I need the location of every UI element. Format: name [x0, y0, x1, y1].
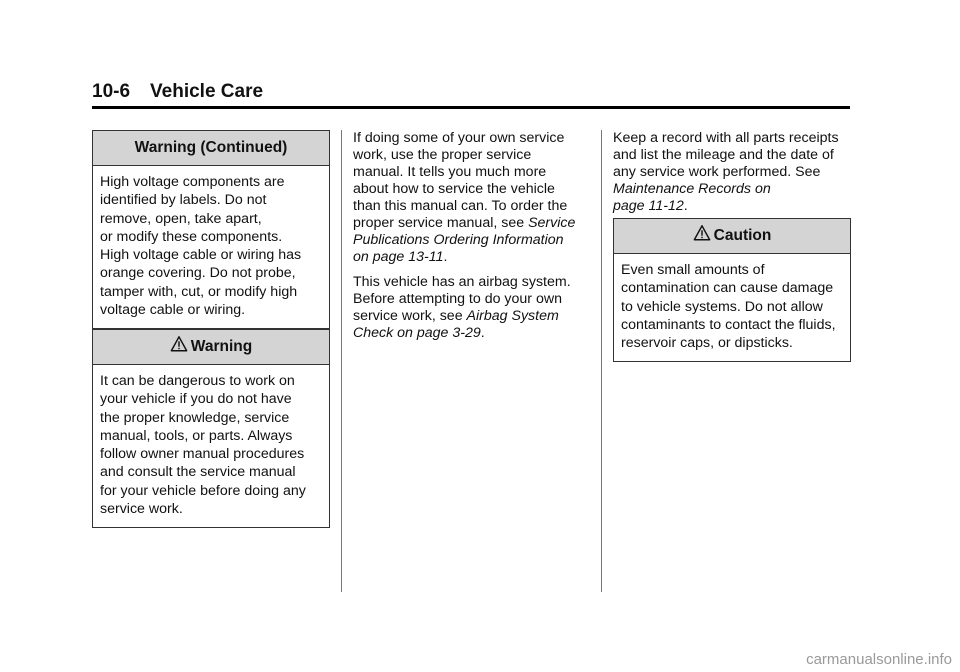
airbag-system-check-link[interactable]: Check on page 3-29: [353, 325, 481, 341]
warning-line: service work.: [100, 501, 183, 518]
column-divider-right: [601, 130, 602, 592]
service-publications-link[interactable]: Publications Ordering Information: [353, 232, 564, 248]
paragraph-line: Before attempting to do your own: [353, 291, 562, 307]
maintenance-records-link[interactable]: page 11-12: [613, 198, 684, 214]
period: .: [480, 325, 485, 341]
service-publications-link[interactable]: Service: [528, 215, 576, 231]
paragraph-line: This vehicle has an airbag system.: [353, 274, 571, 290]
section-title: Vehicle Care: [150, 81, 264, 102]
paragraph-line: If doing some of your own service: [353, 130, 565, 146]
maintenance-records-link[interactable]: Maintenance Records on: [613, 181, 771, 197]
caution-title-bar: [614, 219, 850, 254]
warning-line: It can be dangerous to work on: [100, 373, 295, 389]
records-paragraph: [613, 130, 858, 215]
warning-continued-line: orange covering. Do not probe,: [100, 265, 296, 282]
warning-body: [93, 365, 329, 527]
warning-continued-line: identified by labels. Do not: [100, 192, 267, 209]
caution-title: Caution: [713, 227, 772, 244]
warning-line: and consult the service manual: [100, 464, 296, 481]
warning-title-bar: [93, 330, 329, 365]
paragraph-line: and list the mileage and the date of: [613, 147, 834, 163]
warning-continued-line: remove, open, take apart,: [100, 210, 262, 227]
warning-continued-line: voltage cable or wiring.: [100, 302, 246, 319]
paragraph-line: work, use the proper service: [353, 147, 532, 163]
warning-continued-box: [92, 130, 330, 329]
paragraph-line: than this manual can. To order the: [353, 198, 568, 214]
paragraph-line: proper service manual, see: [353, 215, 529, 231]
caution-body: [614, 254, 850, 361]
service-manual-paragraph: [353, 130, 593, 266]
service-publications-link[interactable]: on page 13-11: [353, 249, 444, 265]
warning-continued-title: Warning (Continued): [93, 131, 329, 166]
warning-title: Warning: [190, 338, 253, 355]
paragraph-line: manual. It tells you much more: [353, 164, 547, 180]
warning-line: your vehicle if you do not have: [100, 391, 292, 408]
warning-continued-line: High voltage components are: [100, 174, 285, 190]
caution-line: contaminants to contact the fluids,: [621, 316, 836, 333]
warning-continued-body: [93, 166, 329, 328]
page-header: [92, 80, 850, 109]
warning-line: follow owner manual procedures: [100, 446, 305, 463]
caution-line: Even small amounts of: [621, 262, 765, 278]
airbag-paragraph: [353, 274, 593, 342]
warning-box: [92, 329, 330, 528]
warning-line: manual, tools, or parts. Always: [100, 427, 293, 444]
paragraph-line: about how to service the vehicle: [353, 181, 555, 197]
caution-line: contamination can cause damage: [621, 280, 834, 297]
airbag-system-check-link[interactable]: Airbag System: [466, 308, 559, 324]
caution-line: reservoir caps, or dipsticks.: [621, 335, 793, 352]
warning-continued-line: High voltage cable or wiring has: [100, 247, 302, 264]
middle-column: [353, 130, 593, 350]
warning-continued-line: tamper with, cut, or modify high: [100, 283, 298, 300]
warning-continued-line: or modify these components.: [100, 228, 283, 245]
column-divider-left: [341, 130, 342, 592]
caution-line: to vehicle systems. Do not allow: [621, 298, 823, 315]
caution-box: [613, 218, 851, 362]
warning-line: for your vehicle before doing any: [100, 482, 306, 499]
period: .: [683, 198, 688, 214]
warning-triangle-icon: [693, 224, 711, 242]
warning-line: the proper knowledge, service: [100, 409, 290, 426]
warning-triangle-icon: [170, 335, 188, 353]
paragraph-line: Keep a record with all parts receipts: [613, 130, 839, 146]
period: .: [443, 249, 448, 265]
paragraph-line: any service work performed. See: [613, 164, 821, 180]
watermark: carmanualsonline.info: [806, 651, 952, 668]
paragraph-line: service work, see: [353, 308, 467, 324]
page-number: 10-6: [92, 81, 131, 102]
right-column: [613, 130, 858, 223]
